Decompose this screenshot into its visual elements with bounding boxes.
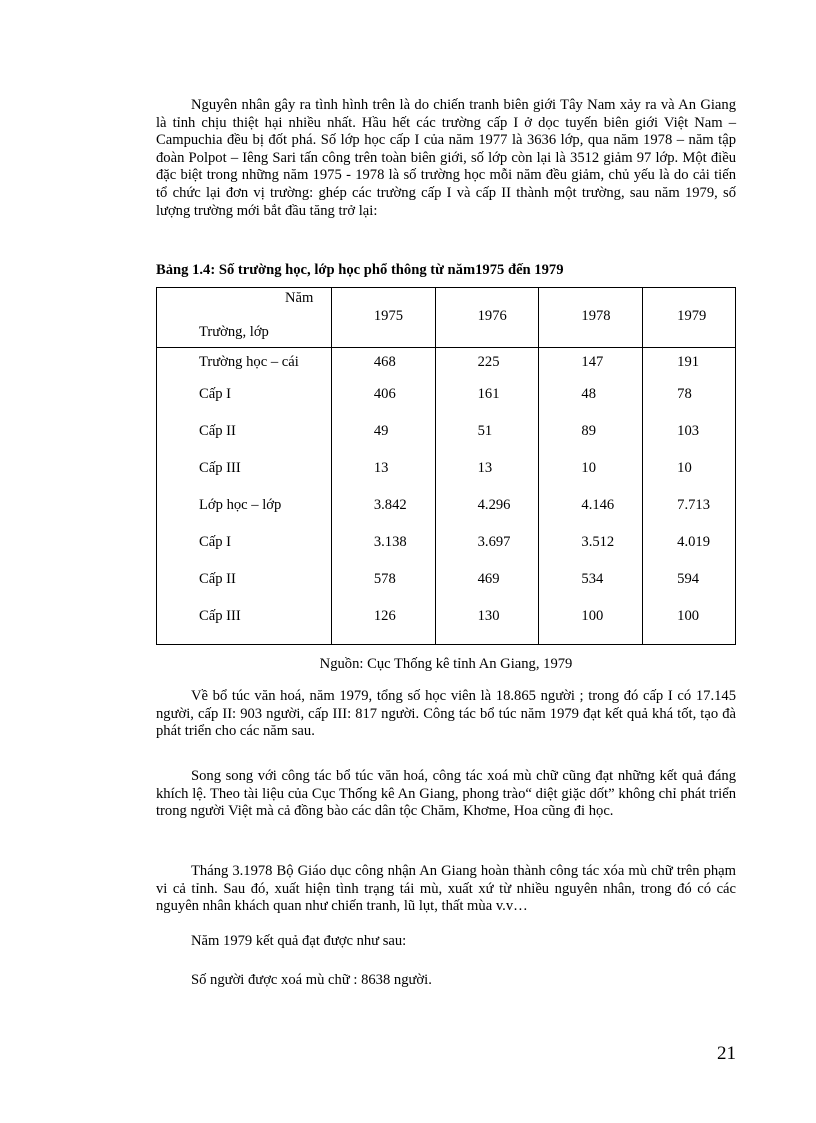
cell-value: 469 [435, 570, 539, 607]
paragraph-intro: Nguyên nhân gây ra tình hình trên là do chiến tranh biên giới Tây Nam xảy ra và An Giang là tỉnh chịu thiệt hại nhiều nhất. Hầu hết các trường cấp I ở dọc tuyến biên giới Việt Nam – Campuchia đều bị đốt phá. Số lớp học cấp I của năm 1977 là 3636 lớp, qua năm 1978 – năm tập đoàn Polpot – Iêng Sari tấn công trên toàn biên giới, số lớp còn lại là 3512 giảm 97 lớp. Một điều đặc biệt trong những năm 1975 - 1978 là số trường học mỗi năm đều giảm, chủ yếu là do cải tiến tổ chức lại đơn vị trường: ghép các trường cấp I và cấp II thành một trường, sau năm 1979, số lượng trường mới bắt đầu tăng trở lại: [156, 97, 736, 219]
cell-value: 49 [331, 422, 435, 459]
row-label: Cấp III [157, 607, 332, 645]
header-year: 1978 [539, 288, 643, 348]
header-year: 1975 [331, 288, 435, 348]
schools-classes-table [156, 287, 736, 645]
cell-value: 3.138 [331, 533, 435, 570]
row-label: Cấp III [157, 459, 332, 496]
table-row [157, 570, 736, 607]
cell-value: 51 [435, 422, 539, 459]
cell-value: 13 [435, 459, 539, 496]
row-label: Trường học – cái [157, 348, 332, 386]
cell-value: 161 [435, 385, 539, 422]
cell-value: 191 [643, 348, 736, 386]
cell-value: 48 [539, 385, 643, 422]
header-year: 1979 [643, 288, 736, 348]
cell-value: 468 [331, 348, 435, 386]
paragraph-literacy: Song song với công tác bổ túc văn hoá, công tác xoá mù chữ cũng đạt những kết quả đáng khích lệ. Theo tài liệu của Cục Thống kê An Giang, phong trào“ diệt giặc dốt” không chỉ phát triển trong người Việt mà cả đồng bào các dân tộc Chăm, Khơme, Hoa cũng đi học. [156, 768, 736, 820]
header-row-label: Trường, lớp [199, 324, 269, 340]
table-row [157, 422, 736, 459]
table-source: Nguồn: Cục Thống kê tỉnh An Giang, 1979 [319, 656, 573, 672]
cell-value: 89 [539, 422, 643, 459]
paragraph-supplementary-education: Về bổ túc văn hoá, năm 1979, tổng số học viên là 18.865 người ; trong đó cấp I có 17.145 người, cấp II: 903 người, cấp III: 817 người. Công tác bổ túc năm 1979 đạt kết quả khá tốt, tạo đà phát triển cho các năm sau. [156, 688, 736, 740]
header-year: 1976 [435, 288, 539, 348]
page-number: 21 [717, 1043, 736, 1064]
paragraph-literacy-recognition: Tháng 3.1978 Bộ Giáo dục công nhận An Giang hoàn thành công tác xóa mù chữ trên phạm vi cả tỉnh. Sau đó, xuất hiện tình trạng tái mù, xuất xứ từ nhiều nguyên nhân, trong đó có các nguyên nhân khách quan như chiến tranh, lũ lụt, thất mùa v.v… [156, 863, 736, 915]
cell-value: 3.512 [539, 533, 643, 570]
cell-value: 100 [539, 607, 643, 645]
row-label: Cấp II [157, 570, 332, 607]
cell-value: 13 [331, 459, 435, 496]
paragraph-literacy-count: Số người được xoá mù chữ : 8638 người. [191, 972, 432, 988]
cell-value: 534 [539, 570, 643, 607]
cell-value: 406 [331, 385, 435, 422]
row-label: Cấp II [157, 422, 332, 459]
table-row [157, 385, 736, 422]
cell-value: 7.713 [643, 496, 736, 533]
cell-value: 78 [643, 385, 736, 422]
cell-value: 3.697 [435, 533, 539, 570]
cell-value: 130 [435, 607, 539, 645]
cell-value: 103 [643, 422, 736, 459]
table-row [157, 459, 736, 496]
cell-value: 126 [331, 607, 435, 645]
cell-value: 594 [643, 570, 736, 607]
cell-value: 225 [435, 348, 539, 386]
cell-value: 10 [643, 459, 736, 496]
row-label: Lớp học – lớp [157, 496, 332, 533]
cell-value: 147 [539, 348, 643, 386]
table-caption: Bảng 1.4: Số trường học, lớp học phổ thông từ năm1975 đến 1979 [156, 262, 564, 278]
cell-value: 4.146 [539, 496, 643, 533]
cell-value: 4.019 [643, 533, 736, 570]
header-corner-cell [157, 288, 332, 348]
paragraph-results-1979: Năm 1979 kết quả đạt được như sau: [191, 933, 407, 949]
cell-value: 578 [331, 570, 435, 607]
table-row [157, 607, 736, 645]
cell-value: 10 [539, 459, 643, 496]
table-row [157, 533, 736, 570]
table-row [157, 496, 736, 533]
cell-value: 100 [643, 607, 736, 645]
row-label: Cấp I [157, 533, 332, 570]
table-row [157, 348, 736, 386]
cell-value: 3.842 [331, 496, 435, 533]
cell-value: 4.296 [435, 496, 539, 533]
header-year-label: Năm [285, 290, 314, 306]
row-label: Cấp I [157, 385, 332, 422]
